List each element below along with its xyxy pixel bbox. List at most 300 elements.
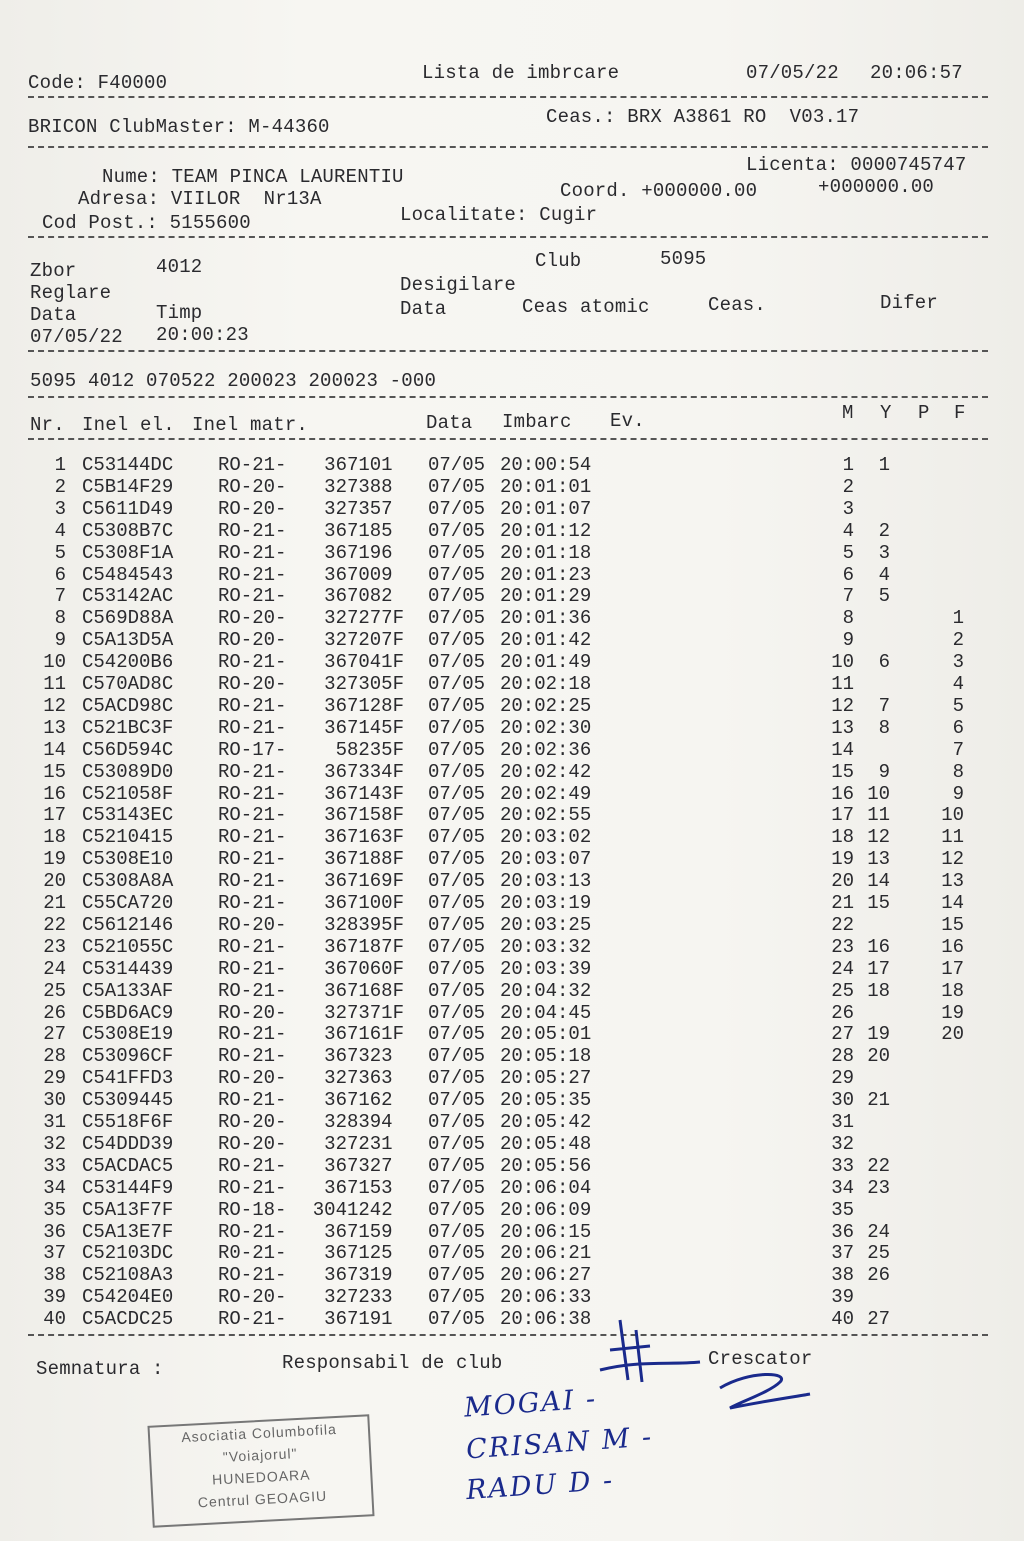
rank-m: 11 [831,673,854,695]
col-y: Y [880,402,892,424]
rank-y: 7 [878,694,890,717]
electronic-ring: C5308B7C [82,519,174,542]
col-m: M [842,402,854,424]
table-row [0,958,1024,980]
arrival-date: 07/05 [428,629,486,652]
rank-m: 1 [842,454,854,476]
ring-number: 367187F [324,935,404,958]
arrival-time: 20:06:09 [500,1198,592,1221]
arrival-date: 07/05 [428,563,486,586]
row-number: 17 [43,804,66,827]
handwritten-signature [580,1310,820,1420]
rank-y: 18 [867,979,890,1002]
ring-series: RO-21- [218,1089,287,1112]
table-row [0,936,1024,958]
electronic-ring: C521055C [82,935,174,958]
handwritten-name-1: MOGAI - [463,1383,599,1424]
table-row [0,1242,1024,1264]
row-number: 6 [54,563,66,586]
arrival-time: 20:02:55 [500,804,592,827]
arrival-time: 20:02:25 [500,694,592,717]
table-row [0,1067,1024,1089]
table-row [0,607,1024,629]
rank-y: 6 [878,651,890,674]
arrival-date: 07/05 [428,1045,486,1068]
arrival-date: 07/05 [428,1001,486,1024]
row-number: 40 [43,1308,66,1331]
row-number: 23 [43,935,66,958]
arrival-date: 07/05 [428,738,486,761]
arrival-time: 20:04:45 [500,1001,592,1024]
electronic-ring: C570AD8C [82,673,174,695]
code-label: Code: F40000 [28,72,168,94]
club-responsible-label: Responsabil de club [282,1352,503,1374]
ring-number: 367060F [324,957,404,980]
table-row [0,1286,1024,1308]
ring-number: 367041F [324,651,404,674]
row-number: 18 [43,826,66,849]
data-label: Data [30,304,77,326]
table-row [0,717,1024,739]
rank-y: 1 [878,454,890,476]
rank-m: 27 [831,1023,854,1046]
electronic-ring: C5ACDAC5 [82,1154,174,1177]
electronic-ring: C5ACDC25 [82,1308,174,1331]
rank-m: 31 [831,1111,854,1133]
row-number: 28 [43,1045,66,1068]
ring-series: RO-20- [218,497,287,520]
arrival-time: 20:06:33 [500,1286,592,1309]
arrival-date: 07/05 [428,716,486,739]
arrival-time: 20:03:02 [500,826,592,849]
rank-y: 25 [867,1242,890,1265]
row-number: 7 [54,585,66,608]
ring-series: RO-21- [218,1220,287,1243]
arrival-time: 20:01:18 [500,541,592,564]
ring-series: RO-21- [218,957,287,980]
rank-f: 18 [941,979,964,1002]
rank-m: 21 [831,892,854,914]
signature-label: Semnatura : [36,1358,164,1380]
reglare-time: 20:00:23 [156,324,249,346]
ring-number: 367191 [324,1308,404,1331]
rank-m: 30 [831,1089,854,1112]
ring-number: 367168F [324,979,404,1002]
ring-number: 367327 [324,1154,404,1177]
arrival-time: 20:05:01 [500,1023,592,1046]
table-row [0,542,1024,564]
electronic-ring: C5A13E7F [82,1220,174,1243]
owner-name: Nume: TEAM PINCA LAURENTIU [102,166,404,188]
row-number: 24 [43,957,66,980]
electronic-ring: C5308A8A [82,870,174,893]
arrival-date: 07/05 [428,957,486,980]
electronic-ring: C53142AC [82,585,174,608]
arrival-time: 20:05:42 [500,1111,592,1133]
arrival-date: 07/05 [428,1242,486,1265]
rank-m: 19 [831,848,854,871]
desigilare-data-label: Data [400,298,447,320]
table-row [0,1199,1024,1221]
rank-y: 20 [867,1045,890,1068]
ring-series: RO-20- [218,1067,287,1090]
rank-f: 17 [941,957,964,980]
arrival-date: 07/05 [428,694,486,717]
table-row [0,739,1024,761]
row-number: 2 [54,475,66,498]
table-row [0,651,1024,673]
ring-number: 327305F [324,673,404,695]
divider [28,350,988,352]
arrival-date: 07/05 [428,935,486,958]
ring-series: RO-21- [218,1264,287,1287]
row-number: 12 [43,694,66,717]
rank-m: 3 [842,497,854,520]
ceas-atomic-label: Ceas atomic [522,296,650,318]
electronic-ring: C52103DC [82,1242,174,1265]
table-row [0,761,1024,783]
ring-number: 367128F [324,694,404,717]
rank-m: 25 [831,979,854,1002]
rank-f: 7 [952,738,964,761]
table-row [0,454,1024,476]
ring-number: 367009 [324,563,404,586]
row-number: 25 [43,979,66,1002]
electronic-ring: C5308E10 [82,848,174,871]
arrival-time: 20:06:27 [500,1264,592,1287]
rank-m: 12 [831,694,854,717]
ring-number: 367162 [324,1089,404,1112]
ring-series: RO-21- [218,892,287,914]
divider [28,146,988,148]
row-number: 8 [54,607,66,630]
ring-number: 327277F [324,607,404,630]
electronic-ring: C53096CF [82,1045,174,1068]
ring-series: RO-21- [218,651,287,674]
ring-series: RO-21- [218,585,287,608]
arrival-date: 07/05 [428,519,486,542]
table-row [0,520,1024,542]
stamp-line: HUNEDOARA [211,1466,311,1488]
rank-m: 33 [831,1154,854,1177]
ring-series: RO-21- [218,1176,287,1199]
rank-f: 12 [941,848,964,871]
row-number: 11 [43,673,66,695]
arrival-date: 07/05 [428,1286,486,1309]
rank-y: 26 [867,1264,890,1287]
electronic-ring: C54204E0 [82,1286,174,1309]
electronic-ring: C54200B6 [82,651,174,674]
arrival-date: 07/05 [428,1264,486,1287]
col-imbarc: Imbarc [502,411,572,433]
row-number: 31 [43,1111,66,1133]
rank-m: 18 [831,826,854,849]
arrival-time: 20:03:07 [500,848,592,871]
rank-m: 8 [842,607,854,630]
rank-m: 29 [831,1067,854,1090]
ring-series: RO-21- [218,694,287,717]
electronic-ring: C55CA720 [82,892,174,914]
ring-number: 367185 [324,519,404,542]
coordinates: Coord. +000000.00 [560,180,758,202]
ring-number: 367196 [324,541,404,564]
table-row [0,585,1024,607]
arrival-date: 07/05 [428,497,486,520]
rank-m: 13 [831,716,854,739]
rank-y: 9 [878,760,890,783]
arrival-time: 20:03:25 [500,913,592,936]
divider [28,396,988,398]
rank-y: 14 [867,870,890,893]
arrival-date: 07/05 [428,870,486,893]
ring-series: RO-20- [218,1286,287,1309]
ring-number: 367163F [324,826,404,849]
table-row [0,1045,1024,1067]
table-row [0,826,1024,848]
col-p: P [918,402,930,424]
ceas-label: Ceas.: BRX A3861 RO V03.17 [546,106,860,128]
arrival-time: 20:01:36 [500,607,592,630]
rank-m: 37 [831,1242,854,1265]
ring-series: RO-21- [218,1045,287,1068]
rank-y: 12 [867,826,890,849]
rank-y: 10 [867,782,890,805]
electronic-ring: C521058F [82,782,174,805]
electronic-ring: C53144DC [82,454,174,476]
arrival-time: 20:02:18 [500,673,592,695]
table-row [0,695,1024,717]
arrival-time: 20:01:12 [500,519,592,542]
ring-series: RO-21- [218,826,287,849]
stamp-line: "Voiajorul" [222,1445,298,1465]
row-number: 15 [43,760,66,783]
arrival-date: 07/05 [428,892,486,914]
rank-f: 15 [941,913,964,936]
electronic-ring: C5BD6AC9 [82,1001,174,1024]
rank-m: 16 [831,782,854,805]
rank-y: 4 [878,563,890,586]
ring-number: 367323 [324,1045,404,1068]
ring-series: RO-20- [218,673,287,695]
table-row [0,1111,1024,1133]
arrival-time: 20:05:35 [500,1089,592,1112]
col-inel-matr: Inel matr. [192,414,309,436]
code-line: 5095 4012 070522 200023 200023 -000 [30,370,437,392]
col-nr: Nr. [30,414,65,436]
timp-label: Timp [156,302,203,324]
arrival-date: 07/05 [428,541,486,564]
electronic-ring: C521BC3F [82,716,174,739]
arrival-date: 07/05 [428,913,486,936]
ring-number: 367153 [324,1176,404,1199]
arrival-time: 20:06:04 [500,1176,592,1199]
ceas-column-label: Ceas. [708,294,767,316]
rank-f: 11 [941,826,964,849]
rank-m: 4 [842,519,854,542]
ring-series: RO-20- [218,1111,287,1133]
arrival-time: 20:01:49 [500,651,592,674]
rank-y: 11 [867,804,890,827]
electronic-ring: C5A133AF [82,979,174,1002]
divider [28,96,988,98]
arrival-time: 20:02:42 [500,760,592,783]
arrival-date: 07/05 [428,607,486,630]
rank-f: 14 [941,892,964,914]
arrival-time: 20:03:19 [500,892,592,914]
row-number: 32 [43,1132,66,1155]
ring-number: 367159 [324,1220,404,1243]
arrival-date: 07/05 [428,1176,486,1199]
row-number: 39 [43,1286,66,1309]
zbor-label: Zbor [30,260,77,282]
ring-number: 327388 [324,475,404,498]
rank-y: 22 [867,1154,890,1177]
ring-number: 327357 [324,497,404,520]
arrival-date: 07/05 [428,1111,486,1133]
ring-number: 367125 [324,1242,404,1265]
table-row [0,1023,1024,1045]
arrival-time: 20:02:49 [500,782,592,805]
rank-f: 2 [952,629,964,652]
table-row [0,1133,1024,1155]
rank-m: 23 [831,935,854,958]
table-row [0,783,1024,805]
desigilare-label: Desigilare [400,274,517,296]
row-number: 34 [43,1176,66,1199]
arrival-date: 07/05 [428,673,486,695]
electronic-ring: C5314439 [82,957,174,980]
rank-f: 9 [952,782,964,805]
ring-number: 367101 [324,454,404,476]
row-number: 26 [43,1001,66,1024]
row-number: 9 [54,629,66,652]
row-number: 29 [43,1067,66,1090]
rank-m: 32 [831,1132,854,1155]
ring-series: RO-21- [218,1023,287,1046]
arrival-time: 20:04:32 [500,979,592,1002]
divider [28,236,988,238]
ring-number: 327207F [324,629,404,652]
arrival-date: 07/05 [428,1023,486,1046]
table-row [0,1002,1024,1024]
electronic-ring: C5612146 [82,913,174,936]
electronic-ring: C5484543 [82,563,174,586]
ring-number: 367100F [324,892,404,914]
col-inel-el: Inel el. [82,414,175,436]
handwritten-name-2: CRISAN M - [465,1421,655,1466]
breeder-label: Crescator [708,1348,813,1370]
rank-y: 17 [867,957,890,980]
arrival-date: 07/05 [428,760,486,783]
reglare-label: Reglare [30,282,112,304]
table-row [0,1177,1024,1199]
row-number: 14 [43,738,66,761]
ring-number: 367319 [324,1264,404,1287]
arrival-time: 20:00:54 [500,454,592,476]
ring-number: 367161F [324,1023,404,1046]
ring-number: 327231 [324,1132,404,1155]
row-number: 5 [54,541,66,564]
rank-m: 9 [842,629,854,652]
arrival-time: 20:05:48 [500,1132,592,1155]
ring-series: RO-21- [218,563,287,586]
row-number: 36 [43,1220,66,1243]
coordinates-second: +000000.00 [818,176,935,198]
table-row [0,848,1024,870]
rank-m: 39 [831,1286,854,1309]
table-row [0,1264,1024,1286]
arrival-time: 20:01:23 [500,563,592,586]
rank-m: 2 [842,475,854,498]
ring-number: 328395F [324,913,404,936]
ring-series: RO-21- [218,935,287,958]
ring-series: RO-21- [218,1154,287,1177]
ring-series: RO-20- [218,1001,287,1024]
owner-address: Adresa: VIILOR Nr13A [78,188,322,210]
rank-m: 28 [831,1045,854,1068]
electronic-ring: C5ACD98C [82,694,174,717]
row-number: 1 [54,454,66,476]
arrival-time: 20:03:32 [500,935,592,958]
row-number: 30 [43,1089,66,1112]
col-f: F [954,402,966,424]
difer-label: Difer [880,292,939,314]
club-stamp [147,1414,374,1527]
table-row [0,980,1024,1002]
rank-y: 5 [878,585,890,608]
row-number: 3 [54,497,66,520]
arrival-time: 20:05:56 [500,1154,592,1177]
ring-series: RO-21- [218,782,287,805]
zbor-value: 4012 [156,256,203,278]
rank-m: 24 [831,957,854,980]
rank-m: 36 [831,1220,854,1243]
ring-series: R0-21- [218,1242,287,1265]
rank-m: 6 [842,563,854,586]
rank-m: 40 [831,1308,854,1331]
electronic-ring: C5A13F7F [82,1198,174,1221]
rank-m: 26 [831,1001,854,1024]
rank-f: 8 [952,760,964,783]
ring-number: 367143F [324,782,404,805]
table-row [0,564,1024,586]
ring-number: 367188F [324,848,404,871]
ring-number: 328394 [324,1111,404,1133]
header-date: 07/05/22 [746,62,839,84]
ring-series: RO-21- [218,870,287,893]
ring-series: RO-18- [218,1198,287,1221]
electronic-ring: C541FFD3 [82,1067,174,1090]
row-number: 19 [43,848,66,871]
arrival-time: 20:06:38 [500,1308,592,1331]
row-number: 21 [43,892,66,914]
table-row [0,476,1024,498]
rank-y: 19 [867,1023,890,1046]
ring-series: RO-21- [218,804,287,827]
electronic-ring: C54DDD39 [82,1132,174,1155]
postal-code: Cod Post.: 5155600 [42,212,251,234]
club-value: 5095 [660,248,707,270]
arrival-date: 07/05 [428,1067,486,1090]
ring-number: 367145F [324,716,404,739]
ring-series: RO-21- [218,1308,287,1331]
arrival-time: 20:05:27 [500,1067,592,1090]
rank-f: 5 [952,694,964,717]
club-label: Club [535,250,582,272]
rank-y: 13 [867,848,890,871]
ring-number: 58235F [335,738,404,761]
arrival-time: 20:02:30 [500,716,592,739]
